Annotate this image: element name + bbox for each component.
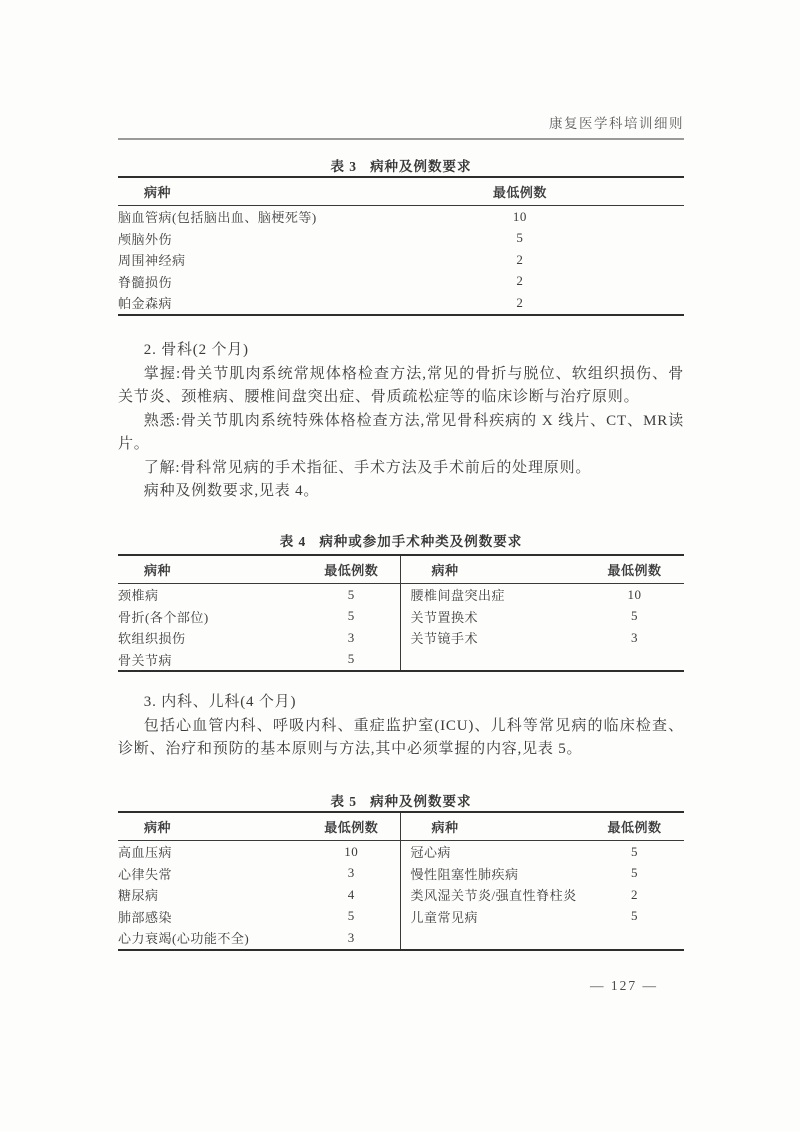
table3-label: 表 3 [330, 159, 358, 174]
table-row [118, 627, 684, 649]
table-row [118, 228, 684, 250]
min-cases-cell: 10 [627, 586, 642, 602]
table-row [118, 863, 684, 885]
table-row [118, 584, 684, 606]
min-cases-cell: 4 [347, 886, 355, 902]
paragraph-see-table4: 病种及例数要求,见表 4。 [143, 483, 320, 499]
disease-cell: 肺部感染 [118, 909, 173, 925]
min-cases-cell: 3 [630, 629, 638, 645]
section-heading: 3. 内科、儿科(4 个月) [143, 694, 297, 710]
table-row [118, 906, 684, 928]
table5 [118, 811, 684, 951]
min-cases-cell: 5 [347, 651, 355, 667]
min-cases-cell: 10 [512, 208, 527, 224]
column-header-min-cases: 最低例数 [435, 177, 605, 206]
min-cases-cell: 5 [630, 865, 638, 881]
min-cases-cell: 2 [516, 273, 524, 289]
disease-cell [401, 649, 585, 672]
running-header: 康复医学科培训细则 [549, 116, 684, 131]
paragraph-includes: 包括心血管内科、呼吸内科、重症监护室(ICU)、儿科等常见病的临床检查、诊断、治疗和预防的基本原则与方法,其中必须掌握的内容,见表 5。 [118, 717, 684, 757]
section-orthopedics [118, 339, 684, 504]
table3-header-row [118, 177, 684, 206]
disease-cell: 颈椎病 [118, 588, 159, 604]
disease-cell: 周围神经病 [118, 253, 186, 269]
column-header-disease: 病种 [118, 177, 435, 206]
disease-cell: 心律失常 [118, 866, 173, 882]
min-cases-cell: 5 [516, 230, 524, 246]
disease-cell: 颅脑外伤 [118, 231, 173, 247]
section-heading: 2. 骨科(2 个月) [143, 342, 249, 358]
table-row [118, 271, 684, 293]
table-row [118, 649, 684, 672]
column-header-disease: 病种 [118, 812, 302, 841]
table5-header-row [118, 812, 684, 841]
table-row [118, 884, 684, 906]
table-row [118, 249, 684, 271]
section-internal-medicine [118, 691, 684, 762]
min-cases-cell: 2 [630, 886, 638, 902]
table4-title [118, 530, 684, 550]
disease-cell: 脊髓损伤 [118, 274, 173, 290]
min-cases-cell: 5 [347, 908, 355, 924]
min-cases-cell: 3 [347, 865, 355, 881]
disease-cell: 糖尿病 [118, 888, 159, 904]
table4-title-text: 病种或参加手术种类及例数要求 [319, 534, 523, 549]
table3-title-text: 病种及例数要求 [370, 159, 472, 174]
table4-label: 表 4 [279, 534, 307, 549]
disease-cell: 骨折(各个部位) [118, 609, 209, 625]
disease-cell: 高血压病 [118, 845, 173, 861]
min-cases-cell: 5 [630, 608, 638, 624]
table-row [118, 292, 684, 315]
min-cases-cell: 5 [630, 843, 638, 859]
table5-label: 表 5 [330, 794, 358, 809]
table-row [118, 606, 684, 628]
disease-cell: 软组织损伤 [118, 631, 186, 647]
header-rule [118, 138, 684, 140]
table-row [118, 927, 684, 950]
disease-cell: 脑血管病(包括脑出血、脑梗死等) [118, 210, 317, 226]
column-header-disease: 病种 [401, 812, 585, 841]
column-header-disease: 病种 [118, 555, 302, 584]
column-header-min-cases: 最低例数 [302, 555, 401, 584]
column-header-min-cases: 最低例数 [585, 812, 684, 841]
disease-cell: 儿童常见病 [401, 906, 585, 928]
table3-title [118, 155, 684, 175]
min-cases-cell: 10 [344, 843, 359, 859]
disease-cell [401, 927, 585, 950]
min-cases-cell: 5 [630, 908, 638, 924]
disease-cell: 关节置换术 [401, 606, 585, 628]
disease-cell: 腰椎间盘突出症 [401, 584, 585, 606]
min-cases-cell: 2 [516, 294, 524, 310]
table-row [118, 841, 684, 863]
disease-cell: 帕金森病 [118, 296, 173, 312]
table4 [118, 554, 684, 672]
min-cases-cell [585, 649, 684, 672]
column-header-min-cases: 最低例数 [302, 812, 401, 841]
table4-header-row [118, 555, 684, 584]
min-cases-cell: 3 [347, 629, 355, 645]
column-header-disease: 病种 [401, 555, 585, 584]
column-header-spacer [605, 177, 684, 206]
disease-cell: 类风湿关节炎/强直性脊柱炎 [401, 884, 585, 906]
min-cases-cell [585, 927, 684, 950]
table3 [118, 176, 684, 316]
paragraph-master: 掌握:骨关节肌肉系统常规体格检查方法,常见的骨折与脱位、软组织损伤、骨关节炎、颈椎病、腰椎间盘突出症、骨质疏松症等的临床诊断与治疗原则。 [118, 365, 684, 405]
disease-cell: 冠心病 [401, 841, 585, 863]
disease-cell: 关节镜手术 [401, 627, 585, 649]
disease-cell: 心力衰竭(心功能不全) [118, 931, 250, 947]
paragraph-understand: 了解:骨科常见病的手术指征、手术方法及手术前后的处理原则。 [143, 459, 592, 476]
min-cases-cell: 5 [347, 586, 355, 602]
column-header-min-cases: 最低例数 [585, 555, 684, 584]
min-cases-cell: 2 [516, 251, 524, 267]
table-row [118, 206, 684, 228]
paragraph-familiar: 熟悉:骨关节肌肉系统特殊体格检查方法,常见骨科疾病的 X 线片、CT、MR读片。 [118, 412, 684, 452]
disease-cell: 慢性阻塞性肺疾病 [401, 863, 585, 885]
min-cases-cell: 3 [347, 929, 355, 945]
page-number: — 127 — [590, 978, 658, 993]
table5-title-text: 病种及例数要求 [370, 794, 472, 809]
disease-cell: 骨关节病 [118, 652, 173, 668]
min-cases-cell: 5 [347, 608, 355, 624]
table5-title [118, 790, 684, 810]
